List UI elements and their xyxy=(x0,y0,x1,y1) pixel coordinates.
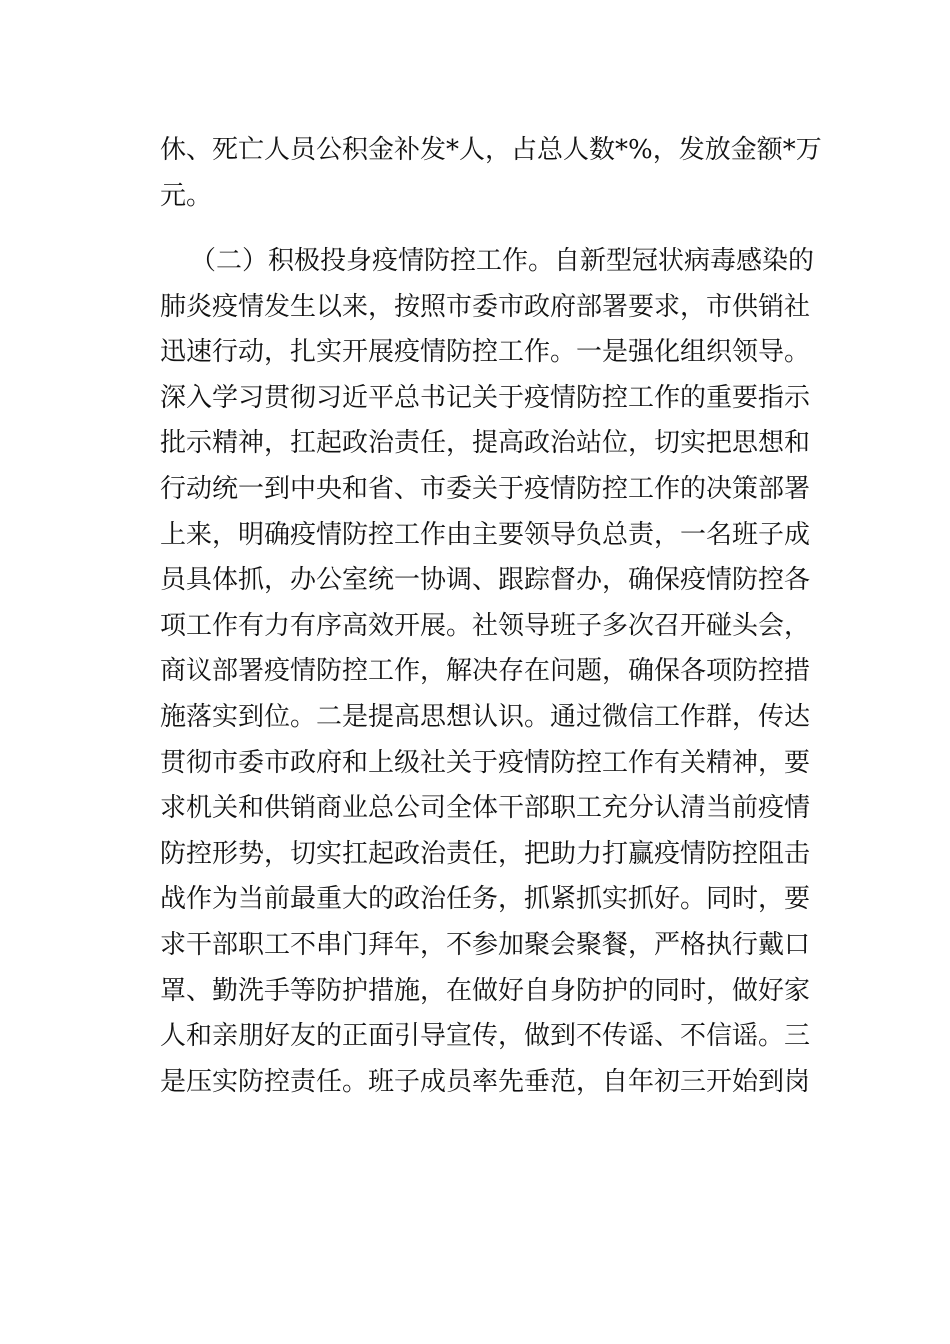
paragraph-line: 施落实到位。二是提高思想认识。通过微信工作群，传达 xyxy=(160,701,811,732)
paragraph-epidemic-prevention xyxy=(160,239,815,1105)
paragraph-line: 商议部署疫情防控工作，解决存在问题，确保各项防控措 xyxy=(160,656,811,687)
paragraph-line: （二）积极投身疫情防控工作。自新型冠状病毒感染的 xyxy=(190,246,815,276)
paragraph-line: 贯彻市委市政府和上级社关于疫情防控工作有关精神，要 xyxy=(160,747,811,778)
paragraph-line: 项工作有力有序高效开展。社领导班子多次召开碰头会， xyxy=(160,610,811,641)
paragraph-line: 员具体抓，办公室统一协调、跟踪督办，确保疫情防控各 xyxy=(160,565,811,596)
paragraph-line: 战作为当前最重大的政治任务，抓紧抓实抓好。同时，要 xyxy=(160,884,811,915)
paragraph-line: 元。 xyxy=(160,180,213,211)
paragraph-line: 休、死亡人员公积金补发*人，占总人数*%，发放金额*万 xyxy=(160,135,822,165)
paragraph-line: 罩、勤洗手等防护措施，在做好自身防护的同时，做好家 xyxy=(160,975,811,1006)
paragraph-line: 上来，明确疫情防控工作由主要领导负总责，一名班子成 xyxy=(160,519,811,550)
paragraph-line: 肺炎疫情发生以来，按照市委市政府部署要求，市供销社 xyxy=(160,291,811,322)
paragraph-continuation xyxy=(160,128,822,219)
paragraph-line: 人和亲朋好友的正面引导宣传，做到不传谣、不信谣。三 xyxy=(160,1021,811,1052)
paragraph-line: 深入学习贯彻习近平总书记关于疫情防控工作的重要指示 xyxy=(160,382,811,413)
paragraph-line: 防控形势，切实扛起政治责任，把助力打赢疫情防控阻击 xyxy=(160,838,811,869)
paragraph-line: 求干部职工不串门拜年，不参加聚会聚餐，严格执行戴口 xyxy=(160,929,811,960)
paragraph-line: 是压实防控责任。班子成员率先垂范，自年初三开始到岗 xyxy=(160,1066,811,1097)
paragraph-line: 行动统一到中央和省、市委关于疫情防控工作的决策部署 xyxy=(160,473,811,504)
paragraph-line: 迅速行动，扎实开展疫情防控工作。一是强化组织领导。 xyxy=(160,337,811,368)
paragraph-line: 求机关和供销商业总公司全体干部职工充分认清当前疫情 xyxy=(160,793,811,824)
paragraph-line: 批示精神，扛起政治责任，提高政治站位，切实把思想和 xyxy=(160,428,811,459)
